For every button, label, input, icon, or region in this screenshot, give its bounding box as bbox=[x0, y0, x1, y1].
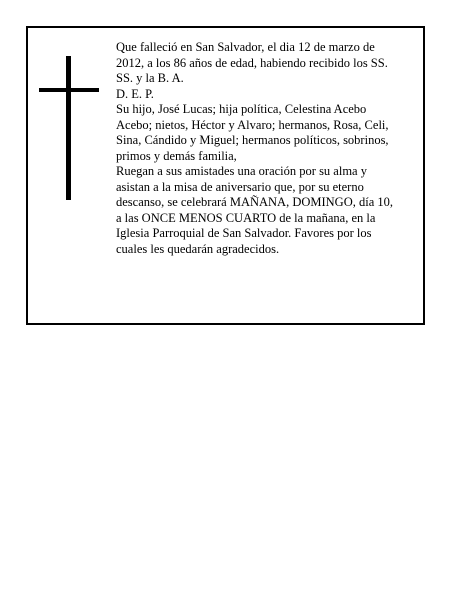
obituary-line: a las ONCE MENOS CUARTO de la mañana, en la bbox=[116, 210, 376, 225]
obituary-line: Que falleció en San Salvador, el dia 12 de marzo de bbox=[116, 40, 375, 54]
obituary-line: 2012, a los 86 años de edad, habiendo recibido los SS. bbox=[116, 55, 388, 70]
obituary-notice bbox=[26, 26, 425, 325]
obituary-line: Ruegan a sus amistades una oración por su alma y bbox=[116, 164, 367, 178]
obituary-text bbox=[116, 40, 416, 257]
obituary-line: cuales les quedarán agradecidos. bbox=[116, 241, 280, 256]
obituary-line: asistan a la misa de aniversario que, por su eterno bbox=[116, 179, 364, 194]
obituary-line: Sina, Cándido y Miguel; hermanos políticos, sobrinos, bbox=[116, 133, 389, 147]
cross-vertical-bar bbox=[66, 56, 71, 200]
obituary-line: descanso, se celebrará MAÑANA, DOMINGO, día 10, bbox=[116, 195, 394, 209]
obituary-line: Su hijo, José Lucas; hija política, Celestina Acebo bbox=[116, 102, 367, 116]
obituary-line: SS. y la B. A. bbox=[116, 71, 184, 85]
obituary-line: D. E. P. bbox=[116, 86, 154, 101]
obituary-line: Iglesia Parroquial de San Salvador. Favores por los bbox=[116, 226, 372, 240]
obituary-line: primos y demás familia, bbox=[116, 148, 237, 163]
cross-horizontal-bar bbox=[39, 88, 99, 92]
cross-icon bbox=[39, 56, 99, 200]
obituary-line: Acebo; nietos, Héctor y Alvaro; hermanos, Rosa, Celi, bbox=[116, 117, 389, 132]
